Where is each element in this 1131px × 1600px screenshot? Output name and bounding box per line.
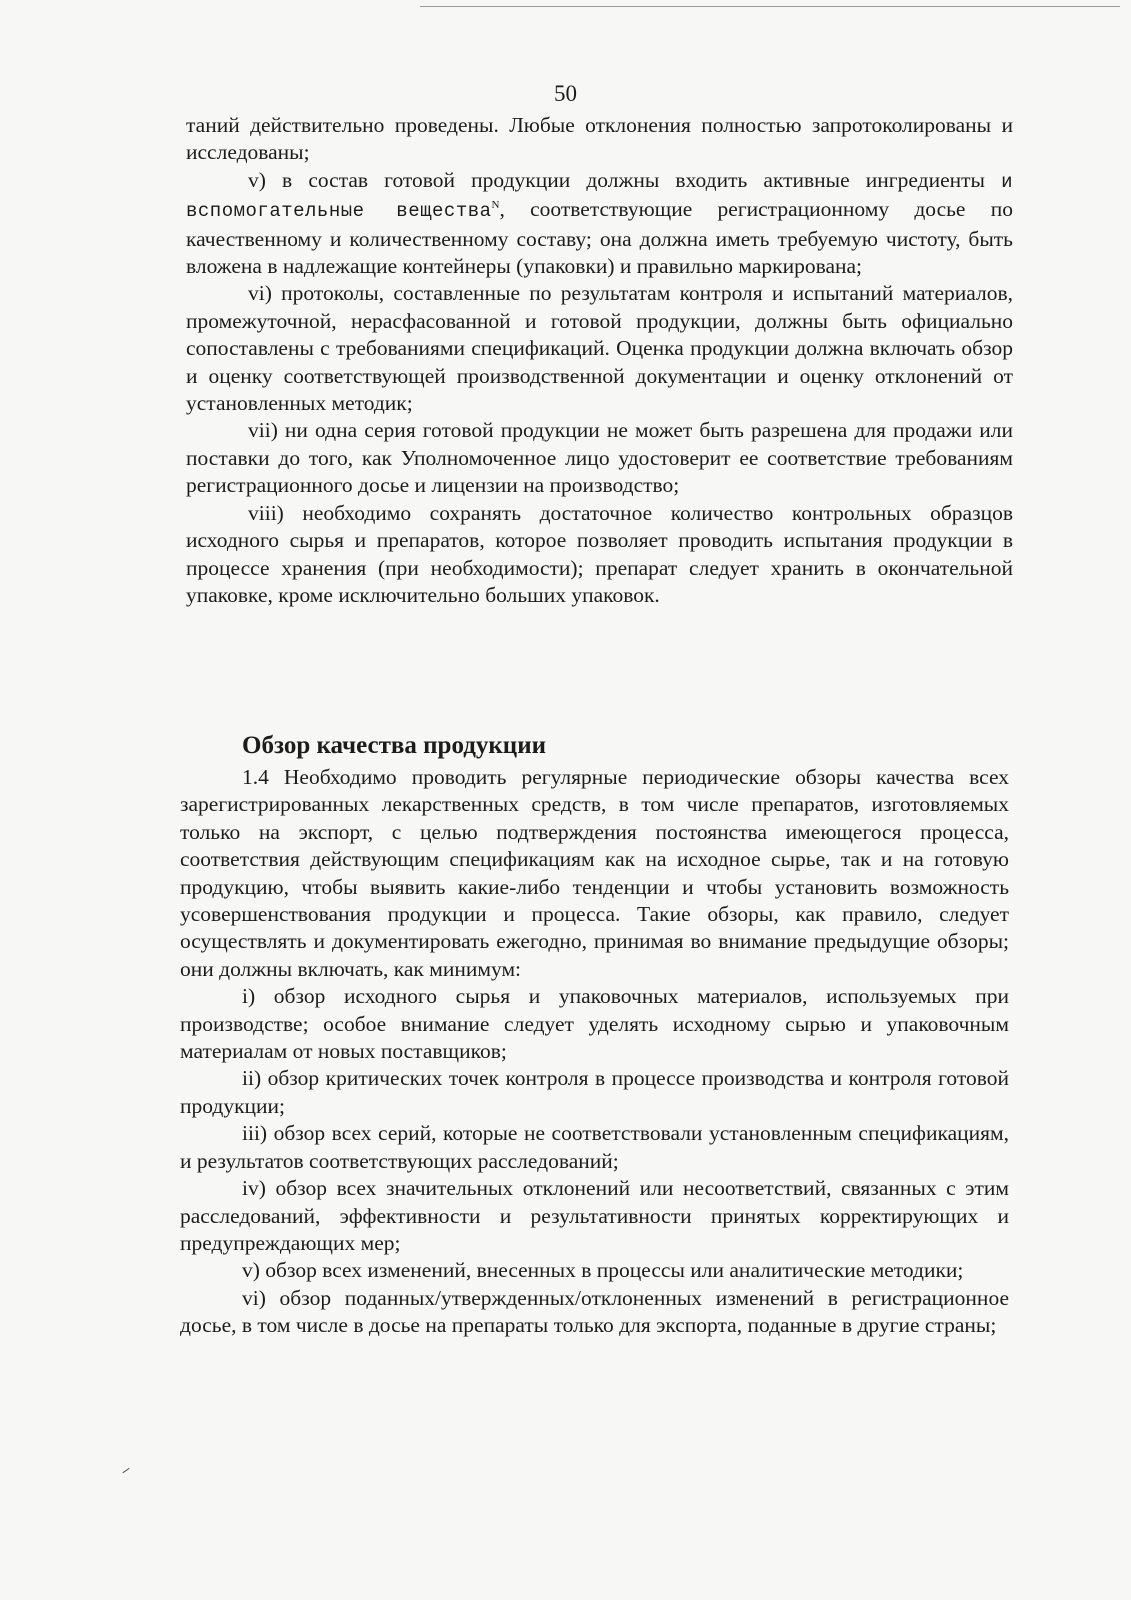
list-item-ii: ii) обзор критических точек контроля в процессе производства и контроля готовой продукции; <box>180 1066 1009 1118</box>
paragraph-continuation: таний действительно проведены. Любые отклонения полностью запротоколированы и исследованы; <box>186 113 1013 165</box>
stray-scan-mark <box>122 1468 129 1473</box>
list-item-iii: iii) обзор всех серий, которые не соответствовали установленным спецификациям, и результатов соответствующих расследований; <box>180 1121 1009 1173</box>
scan-edge-line <box>420 6 1120 7</box>
top-text-block <box>186 112 1013 609</box>
list-item-vi: vi) обзор поданных/утвержденных/отклоненных изменений в регистрационное досье, в том числе в досье на препараты только для экспорта, поданные в другие страны; <box>180 1285 1009 1338</box>
page-number: 50 <box>554 81 577 106</box>
section-intro-paragraph: 1.4 Необходимо проводить регулярные периодические обзоры качества всех зарегистрированных лекарственных средств, в том числе препаратов, изготовляемых только на экспорт, с целью подтверждения постоянства имеющегося процесса, соответствия действующим спецификациям как на исходное сырье, так и на готовую продукцию, чтобы выявить какие-либо тенденции и чтобы установить возможность усовершенствования продукции и процесса. Такие обзоры, как правило, следует осуществлять и документировать ежегодно, принимая во внимание предыдущие обзоры; они должны включать, как минимум: <box>180 765 1009 981</box>
section-heading: Обзор качества продукции <box>242 732 547 759</box>
list-item-v: v) обзор всех изменений, внесенных в процессы или аналитические методики; <box>242 1258 964 1283</box>
paragraph-item-vi: vi) протоколы, составленные по результатам контроля и испытаний материалов, промежуточной, нерасфасованной и готовой продукции, должны быть официально сопоставлены с требованиями спецификаций. Оценка продукции должна включать обзор и оценку соответствующей производственной документации и оценку отклонений от установленных методик; <box>186 281 1013 416</box>
paragraph-item-vii: vii) ни одна серия готовой продукции не может быть разрешена для продажи или поставки до того, как Уполномоченное лицо удостоверит ее соответствие требованиям регистрационного досье и лицензии на производство; <box>186 418 1013 498</box>
paragraph-item-v <box>186 167 1013 281</box>
section-block <box>180 700 1009 1340</box>
item-v-end: , соответствующие регистрационному досье по качественному и количественному составу; она должна иметь требуемую чистоту, быть вложена в надлежащие контейнеры (упаковки) и правильно маркирована; <box>186 197 1013 279</box>
item-v-spaced-text: и вспомогательные вещества <box>186 170 1014 223</box>
paragraph-item-viii: viii) необходимо сохранять достаточное количество контрольных образцов исходного сырья и препаратов, которое позволяет проводить испытания продукции в процессе хранения (при необходимости); препарат следует хранить в окончательной упаковке, кроме исключительно больших упаковок. <box>186 500 1013 607</box>
list-item-i: i) обзор исходного сырья и упаковочных материалов, используемых при производстве; особое внимание следует уделять исходному сырью и упаковочным материалам от новых поставщиков; <box>180 984 1009 1064</box>
item-v-start: v) в состав готовой продукции должны входить активные ингредиенты <box>248 167 985 192</box>
list-item-iv: iv) обзор всех значительных отклонений или несоответствий, связанных с этим расследований, эффективности и результативности принятых корректирующих и предупреждающих мер; <box>180 1176 1009 1255</box>
footnote-marker: N <box>491 199 500 212</box>
